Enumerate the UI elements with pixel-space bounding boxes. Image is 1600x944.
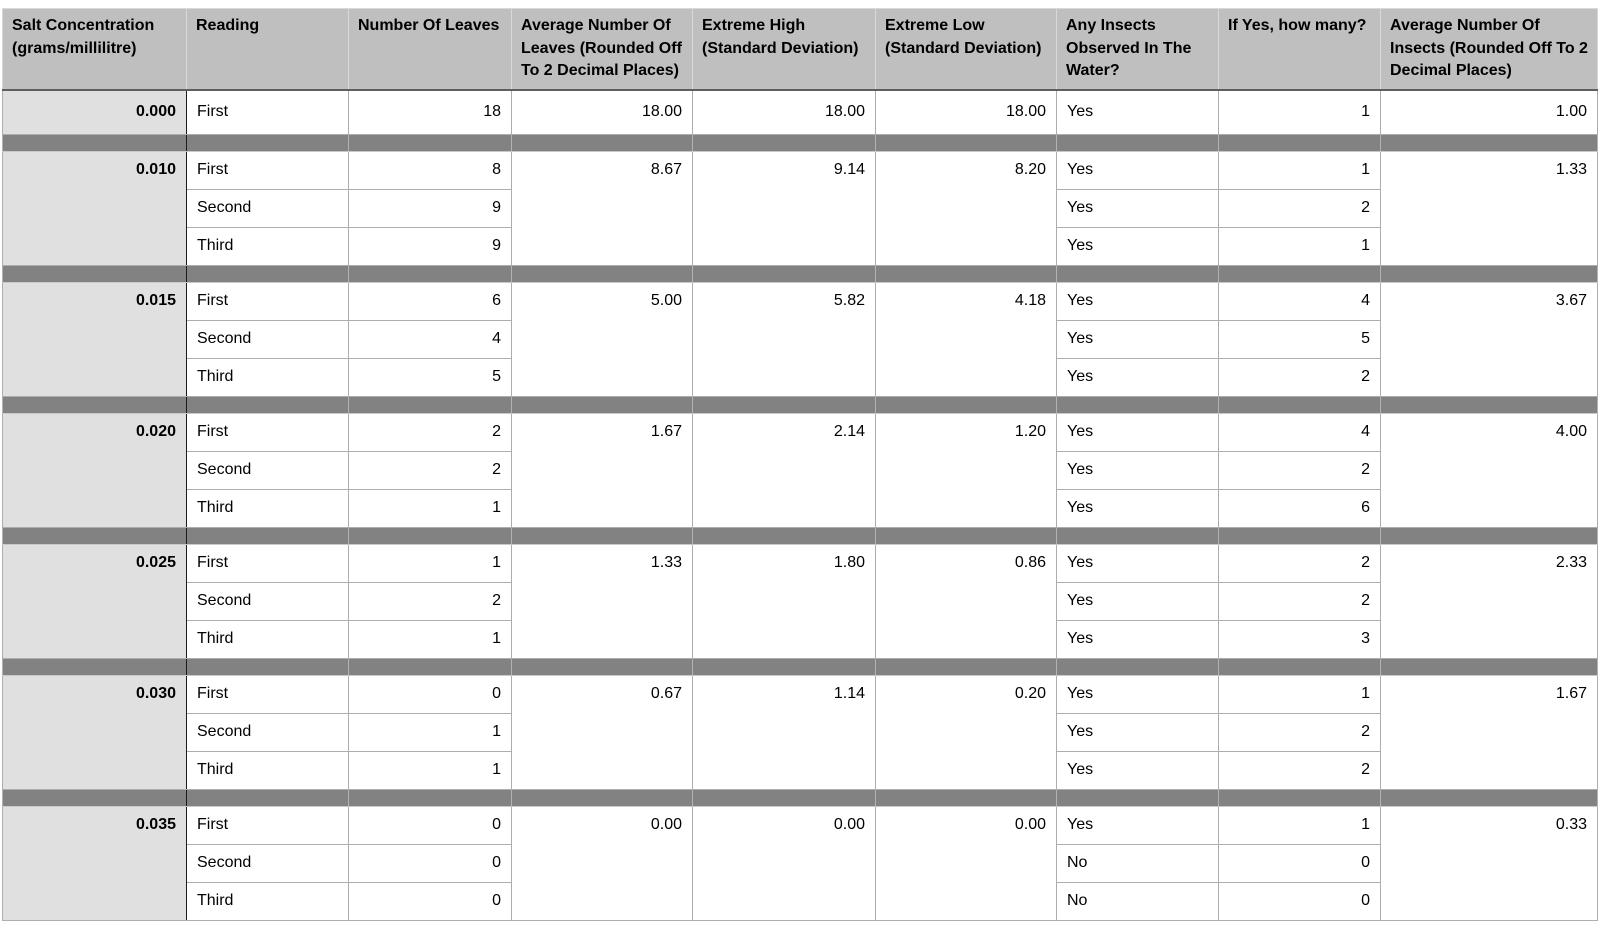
separator-cell — [512, 789, 693, 806]
separator-cell — [693, 134, 876, 151]
reading-cell: Third — [187, 227, 349, 265]
separator-cell — [1381, 789, 1598, 806]
salt-concentration-experiment-table — [2, 8, 1598, 921]
leaves-count-cell: 18 — [349, 90, 512, 134]
extreme-high-cell: 1.80 — [693, 544, 876, 658]
separator-cell — [3, 527, 187, 544]
separator-cell — [693, 265, 876, 282]
salt-value-cell: 0.035 — [3, 806, 187, 920]
group-separator — [3, 134, 1598, 151]
extreme-low-cell: 1.20 — [876, 413, 1057, 527]
insects-observed-cell: Yes — [1057, 90, 1219, 134]
separator-cell — [187, 658, 349, 675]
separator-cell — [187, 134, 349, 151]
insect-count-cell: 0 — [1219, 844, 1381, 882]
insects-observed-cell: Yes — [1057, 582, 1219, 620]
separator-cell — [1057, 789, 1219, 806]
salt-value-cell: 0.000 — [3, 90, 187, 134]
leaves-count-cell: 4 — [349, 320, 512, 358]
insect-count-cell: 2 — [1219, 582, 1381, 620]
avg-leaves-cell: 1.33 — [512, 544, 693, 658]
insects-observed-cell: Yes — [1057, 227, 1219, 265]
insect-count-cell: 2 — [1219, 713, 1381, 751]
reading-cell: Second — [187, 189, 349, 227]
group-separator — [3, 789, 1598, 806]
separator-cell — [349, 527, 512, 544]
leaves-count-cell: 2 — [349, 582, 512, 620]
leaves-count-cell: 1 — [349, 620, 512, 658]
insects-observed-cell: Yes — [1057, 620, 1219, 658]
separator-cell — [1219, 265, 1381, 282]
insect-count-cell: 6 — [1219, 489, 1381, 527]
insects-observed-cell: Yes — [1057, 189, 1219, 227]
separator-cell — [1219, 789, 1381, 806]
reading-cell: First — [187, 806, 349, 844]
separator-cell — [1219, 658, 1381, 675]
column-header-reading: Reading — [187, 9, 349, 91]
insects-observed-cell: Yes — [1057, 544, 1219, 582]
separator-cell — [1381, 265, 1598, 282]
reading-cell: First — [187, 413, 349, 451]
avg-leaves-cell: 18.00 — [512, 90, 693, 134]
separator-cell — [1219, 396, 1381, 413]
insects-observed-cell: No — [1057, 882, 1219, 920]
reading-cell: First — [187, 675, 349, 713]
separator-cell — [876, 789, 1057, 806]
extreme-low-cell: 0.20 — [876, 675, 1057, 789]
insect-count-cell: 5 — [1219, 320, 1381, 358]
salt-value-cell: 0.030 — [3, 675, 187, 789]
separator-cell — [349, 265, 512, 282]
extreme-low-cell: 4.18 — [876, 282, 1057, 396]
extreme-low-cell: 18.00 — [876, 90, 1057, 134]
separator-cell — [1057, 658, 1219, 675]
insect-count-cell: 4 — [1219, 282, 1381, 320]
separator-cell — [187, 265, 349, 282]
extreme-low-cell: 0.00 — [876, 806, 1057, 920]
insects-observed-cell: Yes — [1057, 675, 1219, 713]
table-row — [3, 413, 1598, 451]
salt-value-cell: 0.025 — [3, 544, 187, 658]
avg-insects-cell: 2.33 — [1381, 544, 1598, 658]
separator-cell — [876, 396, 1057, 413]
avg-leaves-cell: 8.67 — [512, 151, 693, 265]
leaves-count-cell: 6 — [349, 282, 512, 320]
extreme-high-cell: 18.00 — [693, 90, 876, 134]
leaves-count-cell: 0 — [349, 806, 512, 844]
table-row — [3, 675, 1598, 713]
avg-insects-cell: 1.00 — [1381, 90, 1598, 134]
separator-cell — [3, 265, 187, 282]
column-header-number-of-leaves: Number Of Leaves — [349, 9, 512, 91]
reading-cell: First — [187, 282, 349, 320]
separator-cell — [187, 527, 349, 544]
separator-cell — [1057, 134, 1219, 151]
reading-cell: First — [187, 151, 349, 189]
reading-cell: Second — [187, 582, 349, 620]
avg-insects-cell: 0.33 — [1381, 806, 1598, 920]
separator-cell — [349, 658, 512, 675]
leaves-count-cell: 1 — [349, 489, 512, 527]
reading-cell: Second — [187, 320, 349, 358]
leaves-count-cell: 9 — [349, 227, 512, 265]
insects-observed-cell: Yes — [1057, 320, 1219, 358]
separator-cell — [876, 134, 1057, 151]
insect-count-cell: 4 — [1219, 413, 1381, 451]
separator-cell — [187, 396, 349, 413]
column-header-salt-concentration: Salt Concentration (grams/millilitre) — [3, 9, 187, 91]
reading-cell: First — [187, 544, 349, 582]
separator-cell — [349, 789, 512, 806]
separator-cell — [693, 396, 876, 413]
insects-observed-cell: Yes — [1057, 451, 1219, 489]
avg-insects-cell: 1.33 — [1381, 151, 1598, 265]
leaves-count-cell: 1 — [349, 544, 512, 582]
separator-cell — [1381, 527, 1598, 544]
separator-cell — [3, 396, 187, 413]
separator-cell — [1381, 134, 1598, 151]
separator-cell — [349, 396, 512, 413]
insects-observed-cell: No — [1057, 844, 1219, 882]
insect-count-cell: 2 — [1219, 451, 1381, 489]
table-row — [3, 282, 1598, 320]
avg-insects-cell: 4.00 — [1381, 413, 1598, 527]
reading-cell: Third — [187, 489, 349, 527]
leaves-count-cell: 2 — [349, 451, 512, 489]
insects-observed-cell: Yes — [1057, 413, 1219, 451]
reading-cell: Second — [187, 844, 349, 882]
column-header-extreme-low: Extreme Low (Standard Deviation) — [876, 9, 1057, 91]
separator-cell — [1057, 527, 1219, 544]
separator-cell — [349, 134, 512, 151]
avg-leaves-cell: 1.67 — [512, 413, 693, 527]
insect-count-cell: 2 — [1219, 544, 1381, 582]
insect-count-cell: 1 — [1219, 806, 1381, 844]
reading-cell: Second — [187, 713, 349, 751]
avg-leaves-cell: 0.00 — [512, 806, 693, 920]
avg-leaves-cell: 0.67 — [512, 675, 693, 789]
group-separator — [3, 658, 1598, 675]
separator-cell — [512, 658, 693, 675]
separator-cell — [876, 527, 1057, 544]
salt-value-cell: 0.015 — [3, 282, 187, 396]
separator-cell — [3, 658, 187, 675]
leaves-count-cell: 1 — [349, 713, 512, 751]
insects-observed-cell: Yes — [1057, 282, 1219, 320]
avg-insects-cell: 3.67 — [1381, 282, 1598, 396]
extreme-high-cell: 2.14 — [693, 413, 876, 527]
insect-count-cell: 1 — [1219, 675, 1381, 713]
separator-cell — [1057, 396, 1219, 413]
separator-cell — [512, 396, 693, 413]
reading-cell: Third — [187, 358, 349, 396]
column-header-average-insects: Average Number Of Insects (Rounded Off To 2 Decimal Places) — [1381, 9, 1598, 91]
separator-cell — [3, 789, 187, 806]
column-header-extreme-high: Extreme High (Standard Deviation) — [693, 9, 876, 91]
header-row — [3, 9, 1598, 91]
leaves-count-cell: 5 — [349, 358, 512, 396]
leaves-count-cell: 8 — [349, 151, 512, 189]
leaves-count-cell: 2 — [349, 413, 512, 451]
extreme-low-cell: 0.86 — [876, 544, 1057, 658]
insect-count-cell: 2 — [1219, 751, 1381, 789]
leaves-count-cell: 9 — [349, 189, 512, 227]
salt-value-cell: 0.010 — [3, 151, 187, 265]
insects-observed-cell: Yes — [1057, 358, 1219, 396]
salt-value-cell: 0.020 — [3, 413, 187, 527]
insect-count-cell: 3 — [1219, 620, 1381, 658]
leaves-count-cell: 0 — [349, 844, 512, 882]
leaves-count-cell: 0 — [349, 882, 512, 920]
insect-count-cell: 2 — [1219, 358, 1381, 396]
separator-cell — [187, 789, 349, 806]
reading-cell: Third — [187, 751, 349, 789]
insects-observed-cell: Yes — [1057, 751, 1219, 789]
insect-count-cell: 0 — [1219, 882, 1381, 920]
insect-count-cell: 1 — [1219, 151, 1381, 189]
avg-insects-cell: 1.67 — [1381, 675, 1598, 789]
separator-cell — [693, 527, 876, 544]
separator-cell — [512, 527, 693, 544]
extreme-high-cell: 0.00 — [693, 806, 876, 920]
column-header-insects-observed: Any Insects Observed In The Water? — [1057, 9, 1219, 91]
insect-count-cell: 2 — [1219, 189, 1381, 227]
column-header-if-yes-how-many: If Yes, how many? — [1219, 9, 1381, 91]
separator-cell — [693, 789, 876, 806]
extreme-high-cell: 5.82 — [693, 282, 876, 396]
separator-cell — [1381, 658, 1598, 675]
reading-cell: Third — [187, 620, 349, 658]
leaves-count-cell: 0 — [349, 675, 512, 713]
separator-cell — [1381, 396, 1598, 413]
table-row — [3, 806, 1598, 844]
reading-cell: First — [187, 90, 349, 134]
group-separator — [3, 527, 1598, 544]
column-header-average-leaves: Average Number Of Leaves (Rounded Off To 2 Decimal Places) — [512, 9, 693, 91]
separator-cell — [1219, 134, 1381, 151]
separator-cell — [1057, 265, 1219, 282]
reading-cell: Second — [187, 451, 349, 489]
insects-observed-cell: Yes — [1057, 489, 1219, 527]
separator-cell — [1219, 527, 1381, 544]
separator-cell — [512, 265, 693, 282]
reading-cell: Third — [187, 882, 349, 920]
group-separator — [3, 396, 1598, 413]
separator-cell — [693, 658, 876, 675]
insect-count-cell: 1 — [1219, 90, 1381, 134]
leaves-count-cell: 1 — [349, 751, 512, 789]
group-separator — [3, 265, 1598, 282]
avg-leaves-cell: 5.00 — [512, 282, 693, 396]
extreme-low-cell: 8.20 — [876, 151, 1057, 265]
table-row — [3, 544, 1598, 582]
separator-cell — [512, 134, 693, 151]
separator-cell — [876, 265, 1057, 282]
separator-cell — [3, 134, 187, 151]
table-row — [3, 151, 1598, 189]
insects-observed-cell: Yes — [1057, 806, 1219, 844]
separator-cell — [876, 658, 1057, 675]
extreme-high-cell: 9.14 — [693, 151, 876, 265]
extreme-high-cell: 1.14 — [693, 675, 876, 789]
table-row — [3, 90, 1598, 134]
insect-count-cell: 1 — [1219, 227, 1381, 265]
insects-observed-cell: Yes — [1057, 713, 1219, 751]
insects-observed-cell: Yes — [1057, 151, 1219, 189]
